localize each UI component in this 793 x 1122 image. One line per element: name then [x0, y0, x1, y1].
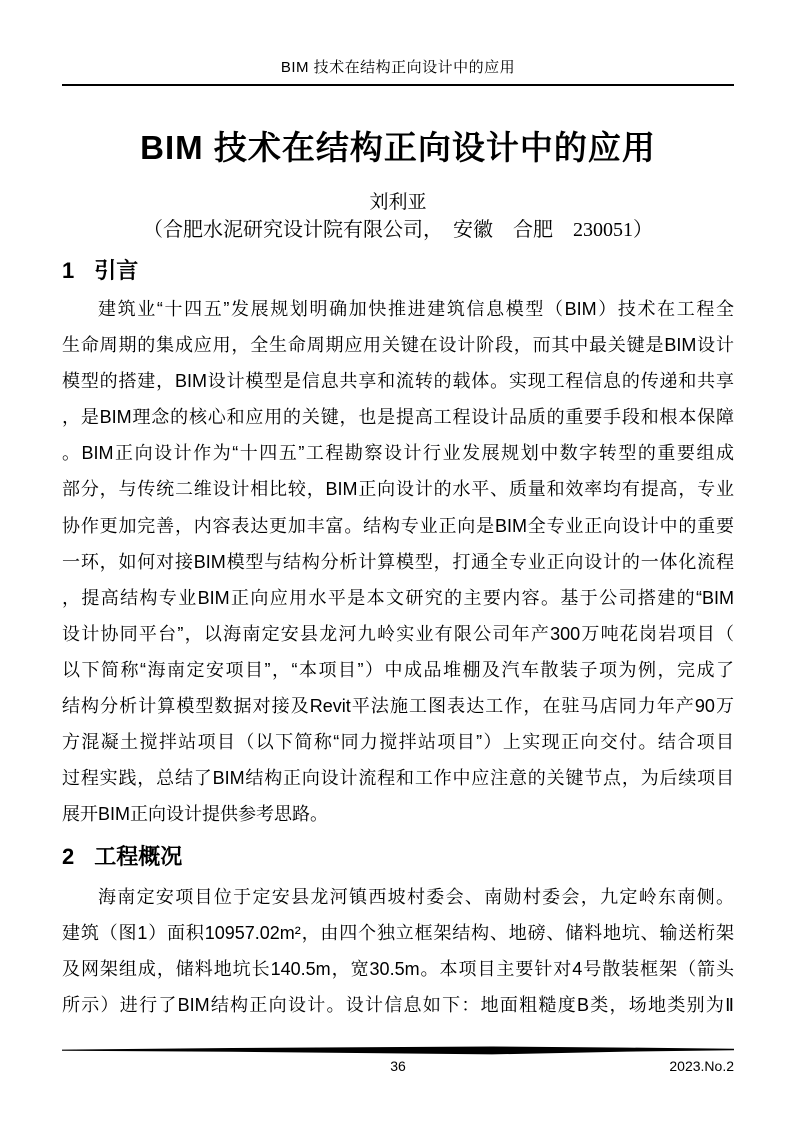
author-name: 刘利亚 [369, 192, 427, 213]
page-number: 36 [390, 1058, 406, 1074]
body-text-line: 及网架组成，储料地坑长140.5m，宽30.5m。本项目主要针对4号散装框架（箭头 [62, 959, 734, 980]
section-number: 2 [62, 844, 75, 869]
section-introduction-body [62, 291, 734, 832]
body-text-line: 设计协同平台”，以海南定安县龙河九岭实业有限公司年产300万吨花岗岩项目（ [62, 623, 734, 644]
section-title: 工程概况 [94, 844, 183, 869]
body-text-line: 建筑（图1）面积10957.02m²，由四个独立框架结构、地磅、储料地坑、输送桁架 [62, 923, 734, 944]
body-text-line: 海南定安项目位于定安县龙河镇西坡村委会、南勋村委会，九定岭东南侧。 [98, 887, 734, 907]
section-heading-project-overview [62, 842, 734, 872]
body-text-line: 展开BIM正向设计提供参考思路。 [62, 804, 328, 825]
header-rule [62, 84, 734, 86]
tapered-rule-shape [62, 1046, 734, 1056]
body-text-line: 部分，与传统二维设计相比较，BIM正向设计的水平、质量和效率均有提高，专业 [62, 479, 734, 500]
issue-label: 2023.No.2 [669, 1058, 734, 1074]
paper-title: BIM 技术在结构正向设计中的应用 [140, 129, 656, 166]
body-text-line: ，提高结构专业BIM正向应用水平是本文研究的主要内容。基于公司搭建的“BIM [62, 587, 734, 608]
body-text-line: 所示）进行了BIM结构正向设计。设计信息如下：地面粗糙度B类，场地类别为Ⅱ [62, 995, 734, 1016]
footer-divider [62, 1046, 734, 1056]
running-header-title: BIM 技术在结构正向设计中的应用 [280, 59, 516, 76]
body-text-line: 。BIM正向设计作为“十四五”工程勘察设计行业发展规划中数字转型的重要组成 [62, 443, 734, 464]
body-text-line: ，是BIM理念的核心和应用的关键，也是提高工程设计品质的重要手段和根本保障 [62, 407, 734, 428]
section-project-overview-body [62, 879, 734, 1023]
body-text-line: 方混凝土搅拌站项目（以下简称“同力搅拌站项目”）上实现正向交付。结合项目 [62, 732, 734, 753]
body-text-line: 协作更加完善，内容表达更加丰富。结构专业正向是BIM全专业正向设计中的重要 [62, 515, 734, 536]
author-affiliation: （合肥水泥研究设计院有限公司， 安徽 合肥 230051） [143, 219, 653, 241]
section-title: 引言 [94, 258, 139, 283]
section-number: 1 [62, 258, 75, 283]
body-text-line: 模型的搭建，BIM设计模型是信息共享和流转的载体。实现工程信息的传递和共享 [62, 371, 734, 392]
body-text-line: 建筑业“十四五”发展规划明确加快推进建筑信息模型（BIM）技术在工程全 [98, 299, 734, 319]
body-text-line: 生命周期的集成应用，全生命周期应用关键在设计阶段，而其中最关键是BIM设计 [62, 335, 734, 356]
body-text-line: 一环，如何对接BIM模型与结构分析计算模型，打通全专业正向设计的一体化流程 [62, 551, 734, 572]
body-text-line: 以下简称“海南定安项目”，“本项目”）中成品堆棚及汽车散装子项为例，完成了 [62, 659, 734, 680]
body-text-line: 过程实践，总结了BIM结构正向设计流程和工作中应注意的关键节点，为后续项目 [62, 768, 734, 789]
body-text-line: 结构分析计算模型数据对接及Revit平法施工图表达工作，在驻马店同力年产90万 [62, 696, 734, 717]
section-heading-introduction [62, 256, 734, 286]
